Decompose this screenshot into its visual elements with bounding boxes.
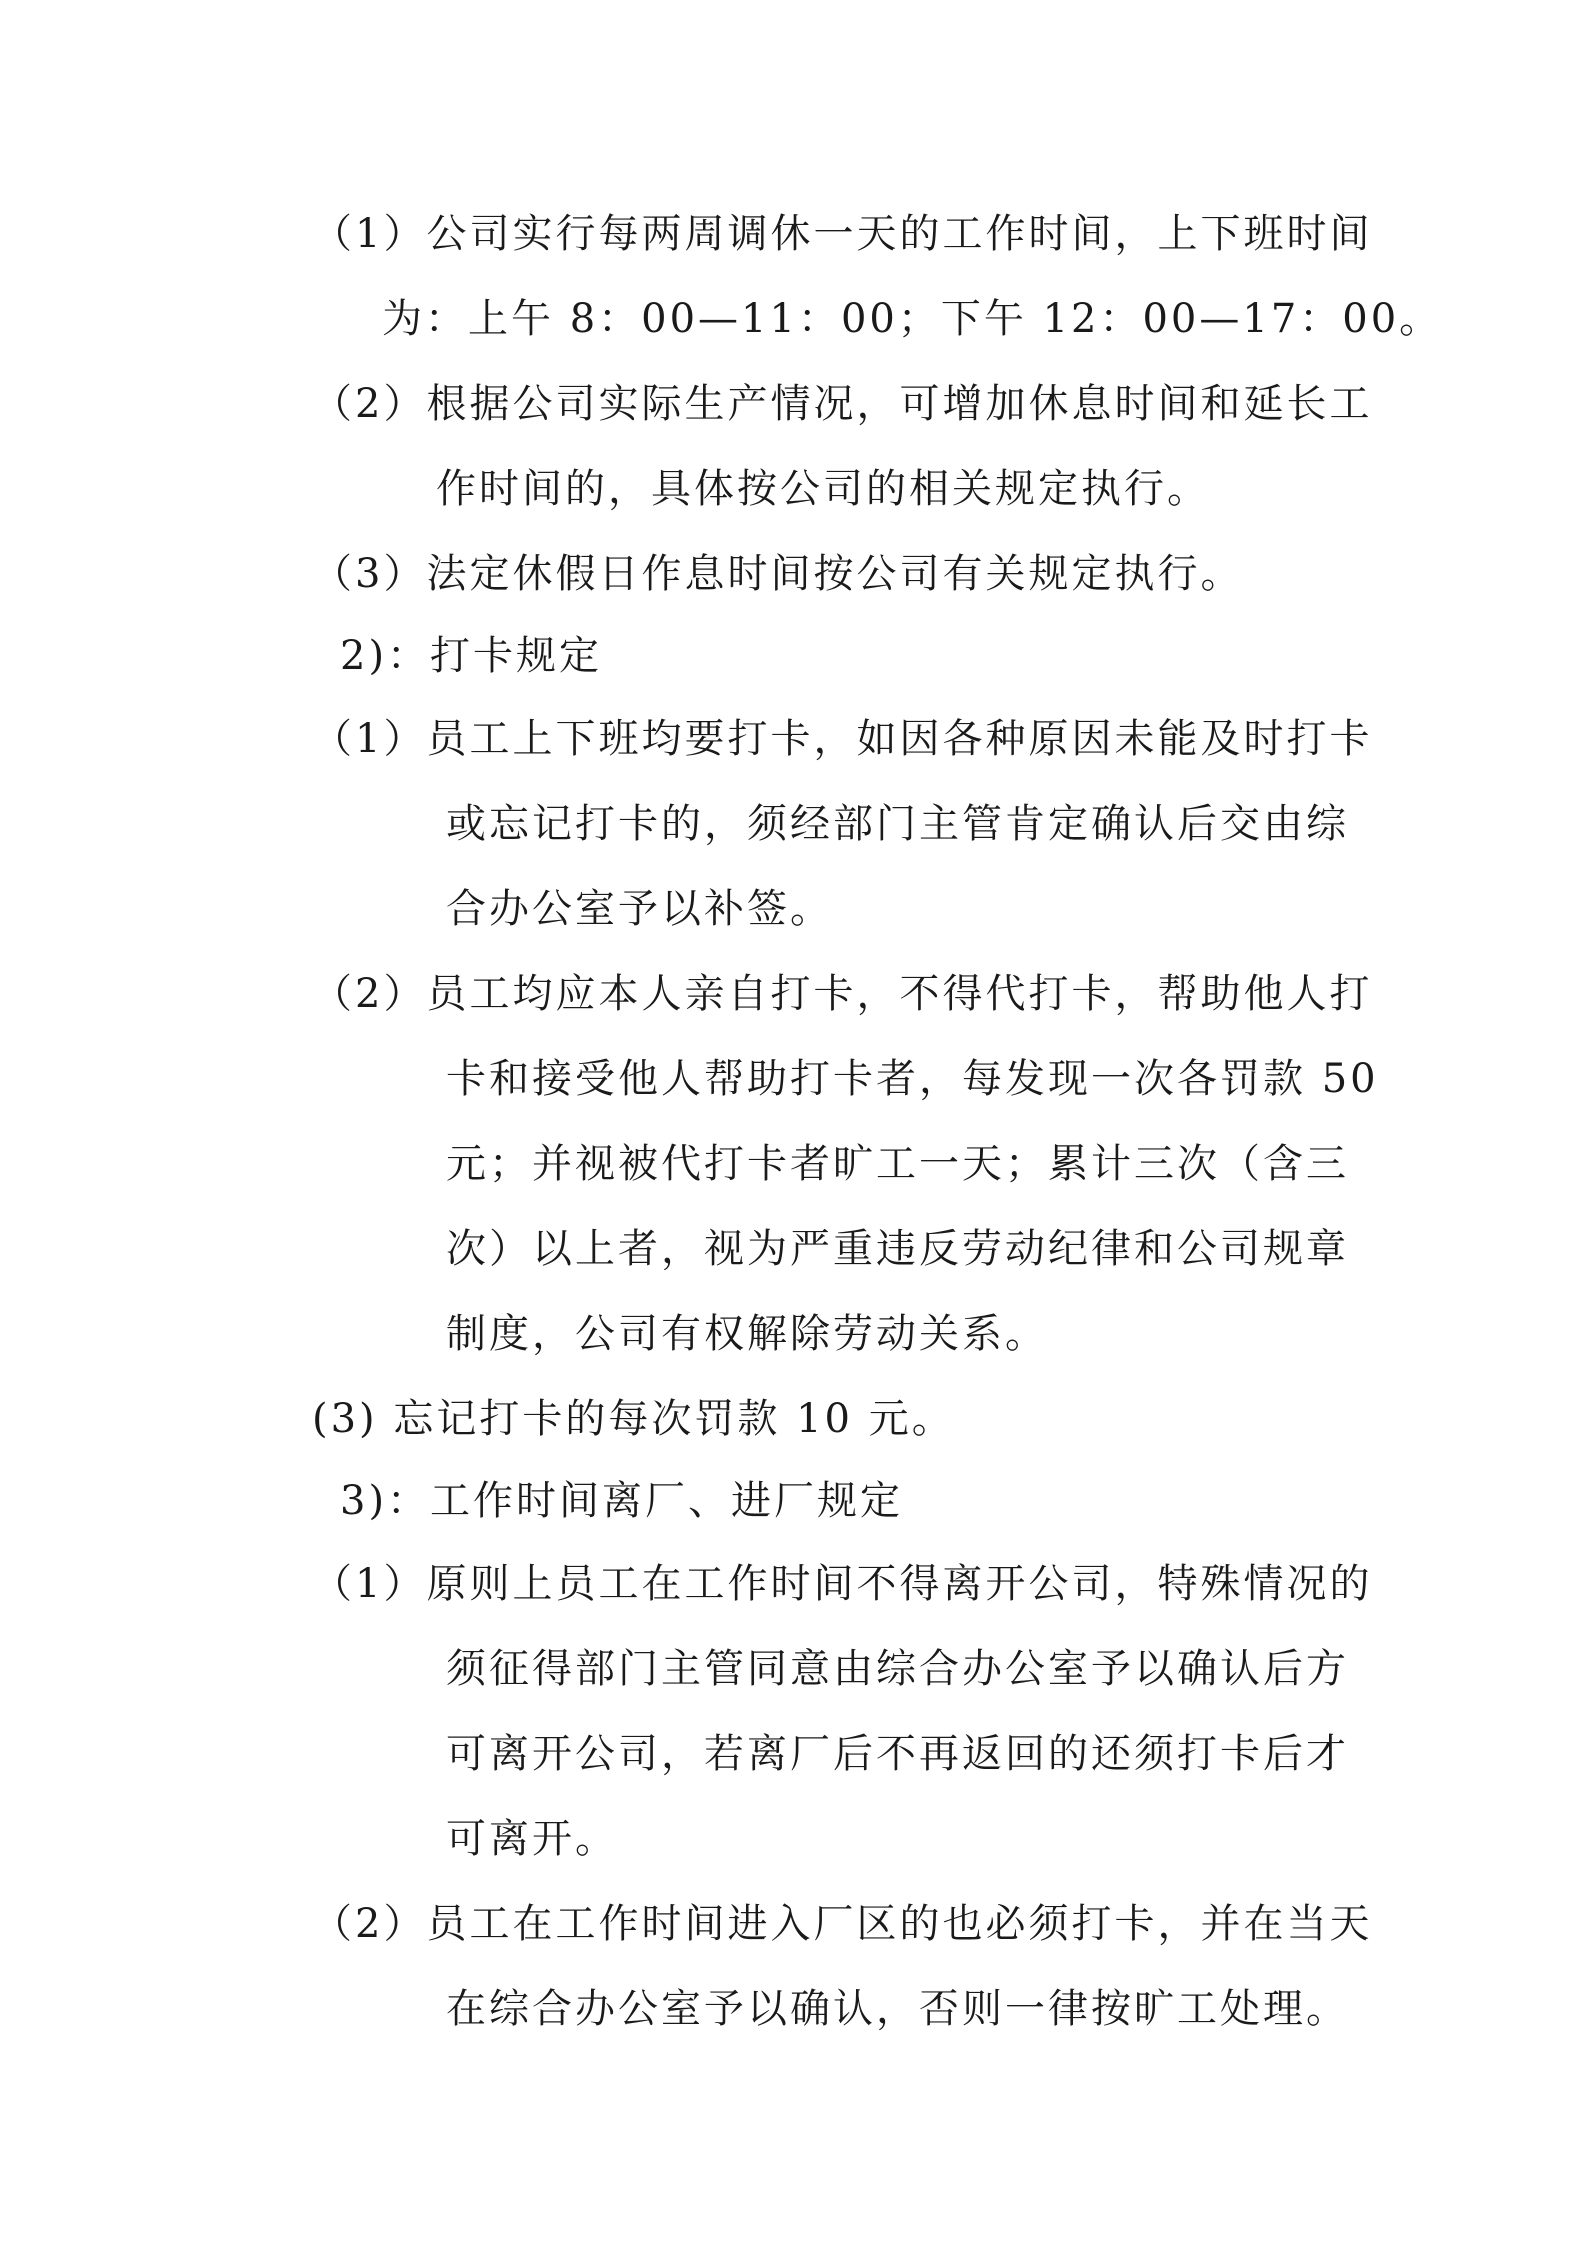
rule-2-2-line-1: （2）员工均应本人亲自打卡，不得代打卡，帮助他人打 xyxy=(312,971,1373,1017)
rule-2-2-line-4: 次）以上者，视为严重违反劳动纪律和公司规章 xyxy=(446,1226,1349,1272)
rule-3-1-line-1: （1）原则上员工在工作时间不得离开公司，特殊情况的 xyxy=(312,1561,1373,1607)
section-3-heading: 3)：工作时间离厂、进厂规定 xyxy=(340,1478,904,1524)
rule-1-2-line-1: （2）根据公司实际生产情况，可增加休息时间和延长工 xyxy=(312,381,1373,427)
rule-3-2-line-2: 在综合办公室予以确认，否则一律按旷工处理。 xyxy=(446,1986,1349,2032)
rule-3-1-line-2: 须征得部门主管同意由综合办公室予以确认后方 xyxy=(446,1646,1349,1692)
rule-2-1-line-1: （1）员工上下班均要打卡，如因各种原因未能及时打卡 xyxy=(312,716,1373,762)
rule-2-1-line-2: 或忘记打卡的，须经部门主管肯定确认后交由综 xyxy=(446,801,1349,847)
rule-3-1-line-4: 可离开。 xyxy=(446,1816,618,1862)
rule-2-2-line-5: 制度，公司有权解除劳动关系。 xyxy=(446,1311,1048,1357)
rule-3-2-line-1: （2）员工在工作时间进入厂区的也必须打卡，并在当天 xyxy=(312,1901,1373,1947)
rule-1-3-line-1: （3）法定休假日作息时间按公司有关规定执行。 xyxy=(312,551,1244,597)
rule-2-1-line-3: 合办公室予以补签。 xyxy=(446,886,833,932)
rule-2-2-line-2: 卡和接受他人帮助打卡者，每发现一次各罚款 50 xyxy=(446,1056,1379,1102)
rule-2-3-line-1: (3) 忘记打卡的每次罚款 10 元。 xyxy=(312,1396,955,1442)
section-2-heading: 2)：打卡规定 xyxy=(340,633,603,679)
rule-3-1-line-3: 可离开公司，若离厂后不再返回的还须打卡后才 xyxy=(446,1731,1349,1777)
rule-2-2-line-3: 元；并视被代打卡者旷工一天；累计三次（含三 xyxy=(446,1141,1349,1187)
rule-1-2-line-2: 作时间的，具体按公司的相关规定执行。 xyxy=(436,466,1210,512)
rule-1-1-line-2: 为：上午 8：00—11：00；下午 12：00—17：00。 xyxy=(382,296,1443,342)
rule-1-1-line-1: （1）公司实行每两周调休一天的工作时间，上下班时间 xyxy=(312,211,1373,257)
